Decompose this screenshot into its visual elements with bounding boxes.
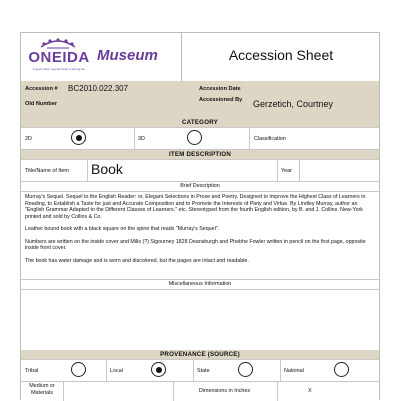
provenance-radio-local[interactable] — [151, 362, 166, 377]
museum-label: Museum — [97, 47, 158, 64]
accession-number-label: Accession # — [25, 86, 58, 92]
description-paragraph: Numbers are written on the inside cover and Mills (?) Sigourney 1828 Deansburgh and Phebhe Fowler written in pencil on the first page, opposite inside front cover. — [25, 238, 366, 252]
provenance-radio-national[interactable] — [334, 362, 349, 377]
provenance-radio-state[interactable] — [238, 362, 253, 377]
category-radio-2d[interactable] — [71, 130, 86, 145]
oneida-emblem-icon — [39, 37, 77, 49]
provenance-header: PROVENANCE (SOURCE) — [21, 350, 379, 359]
misc-information-field[interactable] — [21, 290, 379, 349]
accession-sheet — [20, 32, 380, 400]
medium-materials-label: Medium or Materials — [29, 383, 55, 396]
category-option-label: 2D — [25, 136, 32, 142]
accessioned-by-label: Accessioned By — [199, 97, 243, 103]
category-header: CATEGORY — [21, 118, 379, 127]
dimensions-separator: X — [308, 388, 312, 394]
category-option-label: 3D — [138, 136, 145, 142]
description-paragraph: Leather bound book with a black square on the spine that reads "Murray's Sequel". — [25, 225, 220, 232]
accession-date-label: Accession Date — [199, 86, 241, 92]
accessioned-by-value[interactable]: Gerzetich, Courtney — [253, 99, 334, 109]
title-name-value[interactable]: Book — [91, 161, 123, 177]
dimensions-label: Dimensions in Inches — [198, 388, 251, 394]
provenance-option-label: Tribal — [25, 368, 39, 374]
category-radio-3d[interactable] — [187, 130, 202, 145]
brief-description-text[interactable] — [25, 194, 375, 265]
description-paragraph: The book has water damage and is worn and discolored, but the pages are intact and readable. — [25, 257, 249, 264]
description-paragraph: Murray's Sequel. Sequel to the English Reader: or, Elegant Selections in Prose and Poetry. Designed to Improve the Highest Class of Learners in Reading, to Establish a Taste for just and Accurate Composition and to Promote the Interests of Piety and Virtue. By Lindley Murray, author an "English Grammar Adapted to the Different Classes of Learners," etc. Stereotyped from the fourth English edition, by B. and J. Collins. New-York printed and sold by Collins & Co. — [25, 194, 366, 221]
medium-materials-field[interactable] — [64, 382, 172, 400]
oneida-tagline: A good mind, a good heart, a strong fire — [32, 67, 86, 71]
oneida-wordmark: ONEIDA — [28, 49, 90, 66]
oneida-logo — [27, 37, 91, 79]
provenance-option-label: State — [197, 368, 210, 374]
dimensions-field[interactable] — [278, 382, 378, 400]
accession-number-value[interactable]: BC2010.022.307 — [68, 84, 129, 93]
provenance-radio-tribal[interactable] — [71, 362, 86, 377]
year-label: Year — [281, 168, 292, 174]
misc-information-label: Miscellaneous Information — [168, 281, 232, 287]
item-description-header: ITEM DESCRIPTION — [21, 150, 379, 159]
page-title: Accession Sheet — [228, 47, 334, 63]
classification-label: Classification — [254, 136, 286, 142]
provenance-option-label: National — [284, 368, 304, 374]
brief-description-label: Brief Description — [180, 183, 220, 189]
title-name-label: Title/Name of Item — [25, 168, 69, 174]
old-number-label: Old Number — [25, 101, 58, 107]
provenance-option-label: Local — [110, 368, 123, 374]
